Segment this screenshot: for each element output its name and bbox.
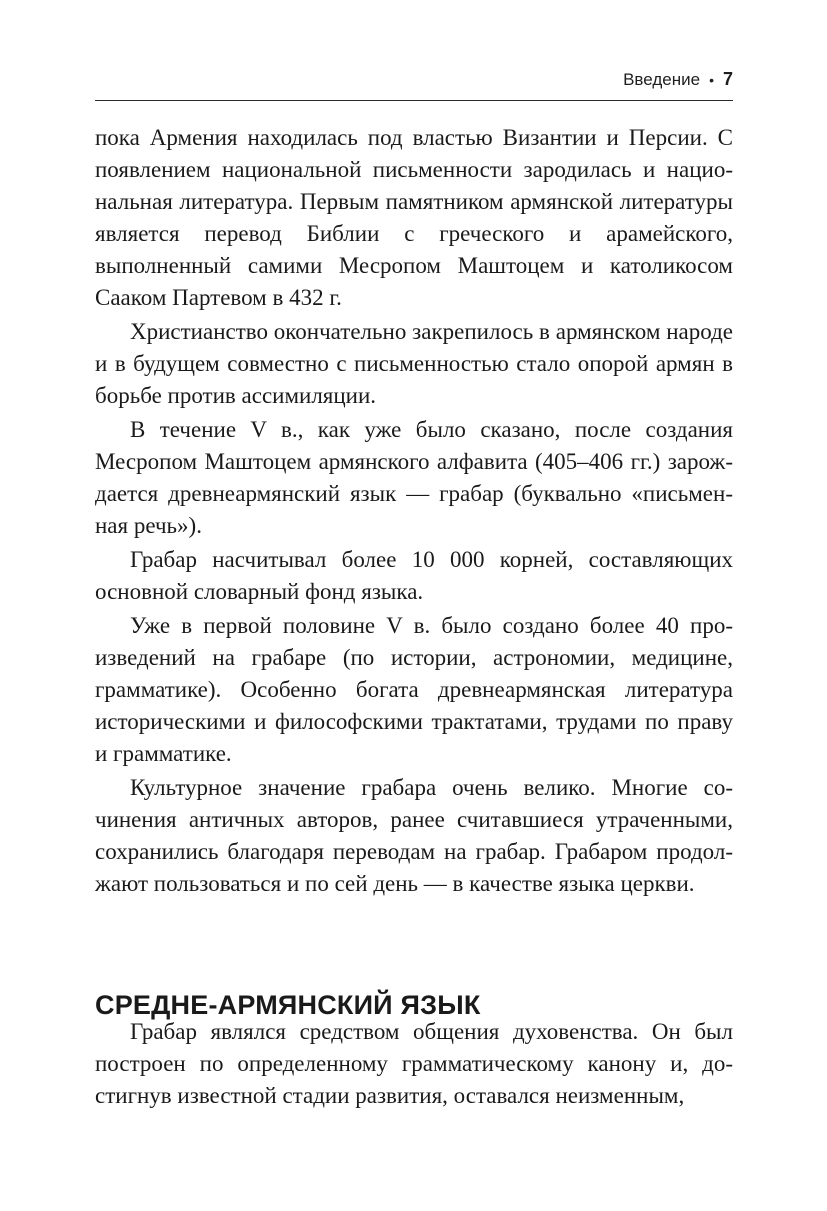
section-paragraph-1: Грабар являлся средством общения духовенства. Он был построен по определенному грамматическому канону и, достигнув известной стадии развития, оставался неизменным, bbox=[95, 1019, 733, 1108]
paragraph-2: Христианство окончательно закрепилось в армянском народе и в будущем совместно с письменностью стало опорой армян в борьбе против ассимиляции. bbox=[95, 319, 733, 408]
paragraph-6: Культурное значение грабара очень велико. Многие сочинения античных авторов, ранее считавшиеся утраченными, сохранились благодаря переводам на грабар. Грабаром продолжают пользоваться и по сей день — в качестве языка церкви. bbox=[95, 775, 733, 896]
body-text bbox=[95, 122, 733, 900]
paragraph-3: В течение V в., как уже было сказано, после создания Месропом Маштоцем армянского алфавита (405–406 гг.) зарождается древнеармянский язык — грабар (буквально «письменная речь»). bbox=[95, 417, 733, 538]
running-header-section: Введение bbox=[623, 70, 701, 89]
running-header-separator: • bbox=[709, 72, 714, 88]
paragraph-4: Грабар насчитывал более 10 000 корней, составляющих основной словарный фонд языка. bbox=[95, 547, 733, 604]
section-heading: СРЕДНЕ-АРМЯНСКИЙ ЯЗЫК bbox=[95, 990, 481, 1021]
section-body bbox=[95, 1016, 733, 1112]
running-header bbox=[95, 66, 733, 92]
paragraph-5: Уже в первой половине V в. было создано более 40 произведений на грабаре (по истории, астрономии, медицине, грамматике). Особенно богата древнеармянская литература историческими и философскими трактатами, трудами по праву и грамматике. bbox=[95, 613, 733, 766]
header-rule bbox=[95, 100, 733, 101]
paragraph-1: пока Армения находилась под властью Византии и Персии. С появлением национальной письменности зародилась и национальная литература. Первым памятником армянской литературы является перевод Библии с греческого и арамейского, выполненный самими Месропом Маштоцем и католикосом Сааком Партевом в 432 г. bbox=[95, 125, 733, 310]
page-number: 7 bbox=[722, 69, 733, 89]
